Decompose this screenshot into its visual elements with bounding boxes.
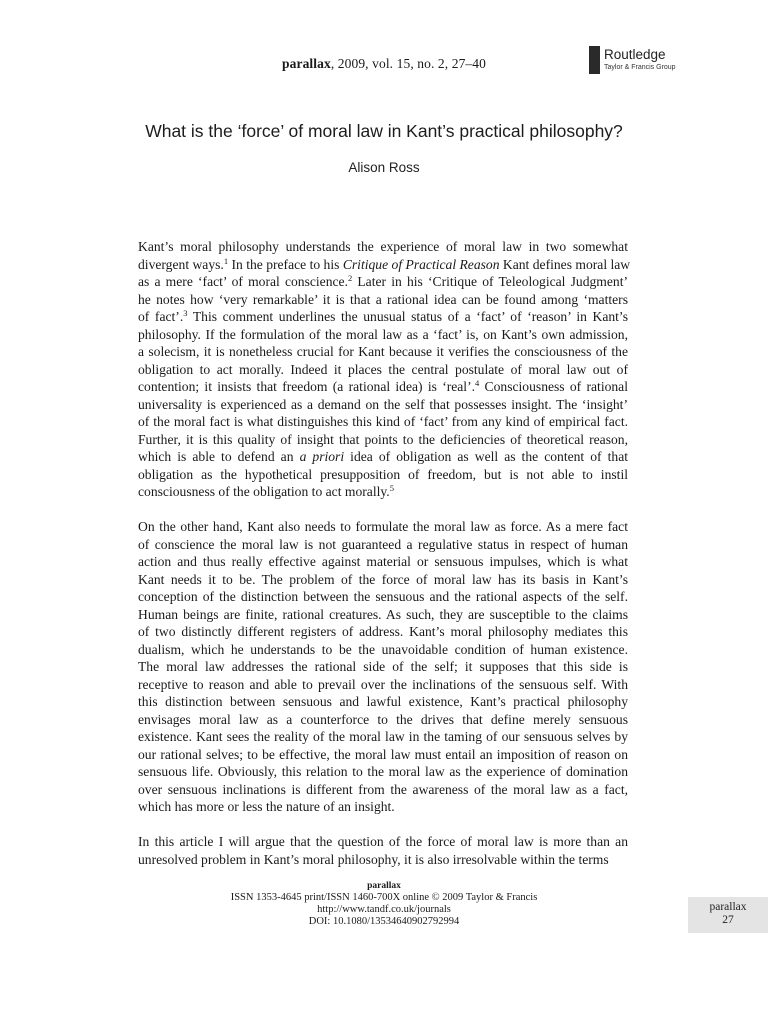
text-run: Human beings are finite, rational creatures. As such, they are susceptible to the claims <box>138 606 628 622</box>
text-line <box>138 763 628 781</box>
citation: , 2009, vol. 15, no. 2, 27–40 <box>330 56 486 71</box>
text-line <box>138 606 628 624</box>
text-line <box>138 238 628 256</box>
text-line <box>138 361 628 379</box>
publisher-group: Taylor & Francis Group <box>604 64 676 71</box>
text-run: which is able to defend an <box>138 449 300 464</box>
text-run: contention; it insists that freedom (a rational idea) is ‘real’. <box>138 379 476 394</box>
text-run: he notes how ‘very remarkable’ it is that a rational idea can be found among ‘matters <box>138 291 628 307</box>
text-run: Further, it is this quality of insight that points to the deficiencies of theoretical reason, <box>138 431 628 447</box>
text-line <box>138 483 628 501</box>
footnote-ref: 5 <box>389 483 394 493</box>
footer-url[interactable]: http://www.tandf.co.uk/journals <box>317 904 451 915</box>
text-line <box>138 851 628 869</box>
page-tab <box>688 897 768 933</box>
routledge-mark-icon <box>589 46 600 74</box>
text-run: obligation to act morally. Indeed it places the central postulate of moral law out of <box>138 361 628 377</box>
footnote-ref: 2 <box>347 273 353 283</box>
text-run: of conscience the moral law is not guaranteed a regulative status in respect of human <box>138 536 628 552</box>
text-run: divergent ways. <box>138 256 224 272</box>
text-run: universality is experienced as a demand on the self that possesses insight. The ‘insight’ <box>138 396 628 412</box>
text-line <box>138 711 628 729</box>
text-line <box>138 326 628 344</box>
text-line <box>138 781 628 799</box>
italic-term: Critique of Practical Reason <box>342 256 500 272</box>
text-run: existence. Kant sees the reality of the moral law in the taming of our sensuous selves by <box>138 729 628 744</box>
footer-doi[interactable]: DOI: 10.1080/13534640902792994 <box>308 916 460 927</box>
text-run: a solecism, it is nonetheless crucial for Kant because it verifies the consciousness of the <box>138 344 628 359</box>
text-run: This comment underlines the unusual status of a ‘fact’ of ‘reason’ in Kant’s <box>187 309 628 324</box>
text-line <box>138 693 628 711</box>
text-line <box>138 553 628 571</box>
text-run: consciousness of the obligation to act morally. <box>138 484 390 499</box>
article-title: What is the ‘force’ of moral law in Kant’s practical philosophy? <box>145 121 623 141</box>
paragraph-3 <box>138 833 628 868</box>
text-run: over sensuous inclinations is different from the awareness of the moral law as a fact, <box>138 781 628 797</box>
text-line <box>138 518 628 536</box>
text-run: envisages moral law as a counterforce to the drives that define merely sensuous <box>138 711 628 727</box>
text-line <box>138 833 628 851</box>
footer-issn: ISSN 1353-4645 print/ISSN 1460-700X online © 2009 Taylor & Francis <box>230 892 538 903</box>
page-tab-journal: parallax <box>709 901 747 913</box>
text-line <box>138 378 628 396</box>
text-run: our rational selves; to be effective, the moral law must entail an imposition of reason on <box>138 746 628 762</box>
italic-term: a priori <box>299 449 345 464</box>
text-run: obligation as the hypothetical presupposition of freedom, but is not able to instil <box>138 466 628 482</box>
text-line <box>138 728 628 746</box>
text-line <box>138 676 628 694</box>
text-run: as a mere ‘fact’ of moral conscience. <box>138 274 348 289</box>
text-run: action and thus really effective against material or sensuous impulses, which is what <box>138 554 628 569</box>
text-run: Kant needs it to be. The problem of the force of moral law has its basis in Kant’s <box>138 571 628 587</box>
text-line <box>138 308 628 326</box>
text-line <box>138 588 628 606</box>
text-run: In the preface to his <box>228 256 343 272</box>
text-run: On the other hand, Kant also needs to formulate the moral law as force. As a mere fact <box>138 519 628 534</box>
text-run: In this article I will argue that the question of the force of moral law is more than an <box>138 834 628 849</box>
footnote-ref: 4 <box>475 378 480 388</box>
text-run: receptive to reason and able to prevail over the inclinations of the sensuous self. With <box>138 676 628 692</box>
text-run: of fact’. <box>138 309 184 324</box>
text-run: Consciousness of rational <box>479 379 628 394</box>
text-line <box>138 658 628 676</box>
page-number: 27 <box>722 914 734 926</box>
text-line <box>138 798 628 816</box>
publisher-logo <box>589 45 699 77</box>
text-line <box>138 746 628 764</box>
text-run: idea of obligation as well as the content of that <box>344 449 628 464</box>
text-line <box>138 536 628 554</box>
text-line <box>138 641 628 659</box>
footnote-ref: 1 <box>223 255 229 266</box>
text-line <box>138 623 628 641</box>
text-line <box>138 448 628 466</box>
text-run: conception of the distinction between the sensuous and the rational aspects of the self. <box>138 589 628 604</box>
text-run: Later in his ‘Critique of Teleological Judgment’ <box>352 274 628 289</box>
page-footer <box>0 880 768 928</box>
text-line <box>138 466 628 484</box>
text-run: of the moral fact is what distinguishes this kind of ‘fact’ from any kind of empirical fact. <box>138 414 628 429</box>
text-run: Kant’s moral philosophy understands the experience of moral law in two somewhat <box>138 239 628 254</box>
text-line <box>138 343 628 361</box>
text-line <box>138 273 628 291</box>
text-line <box>138 291 628 309</box>
text-run: Kant defines moral law <box>499 256 631 272</box>
text-run: which has more or less the nature of an insight. <box>138 799 395 814</box>
article-body <box>138 238 631 886</box>
text-run: dualism, which he understands to be the unavoidable condition of human existence. <box>138 641 628 657</box>
text-run: of two distinctly different registers of address. Kant’s moral philosophy mediates this <box>138 624 628 639</box>
text-line <box>138 413 628 431</box>
text-run: sensuous life. Obviously, this relation to the moral law as the experience of domination <box>138 764 628 779</box>
text-line <box>138 571 628 589</box>
publisher-name: Routledge <box>604 47 666 62</box>
text-run: this distinction between sensuous and lawful existence, Kant’s practical philosophy <box>138 694 628 709</box>
text-run: The moral law addresses the rational side of the self; it supposes that this side is <box>138 659 628 674</box>
paragraph-1 <box>138 238 631 501</box>
text-run: unresolved problem in Kant’s moral philosophy, it is also irresolvable within the terms <box>138 851 609 867</box>
text-run: philosophy. If the formulation of the moral law as a ‘fact’ is, on Kant’s own admission, <box>138 326 628 342</box>
text-line <box>138 431 628 449</box>
text-line <box>138 396 628 414</box>
text-line <box>138 255 631 274</box>
paragraph-2 <box>138 518 628 816</box>
article-author: Alison Ross <box>348 160 420 175</box>
journal-name: parallax <box>282 56 331 71</box>
footnote-ref: 3 <box>183 308 188 318</box>
footer-journal: parallax <box>367 881 401 891</box>
